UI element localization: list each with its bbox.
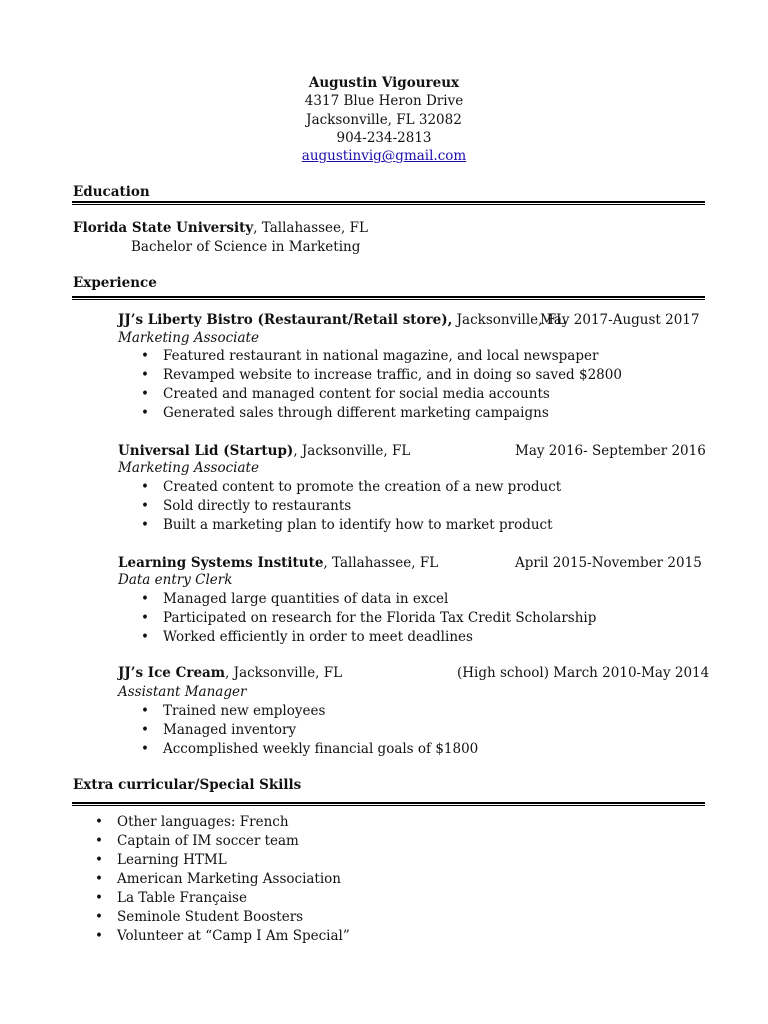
list-item: • Built a marketing plan to identify how to market product — [141, 516, 561, 535]
applicant-name: Augustin Vigoureux — [308, 75, 460, 91]
job-title: Assistant Manager — [118, 684, 247, 700]
job-bullets — [141, 702, 478, 759]
job-location: , Tallahassee, FL — [323, 555, 439, 571]
job-location: , Jacksonville, FL — [293, 443, 411, 459]
skills-rule — [72, 802, 705, 804]
email-link[interactable]: augustinvig@gmail.com — [301, 148, 467, 165]
skills-heading: Extra curricular/Special Skills — [73, 777, 302, 793]
list-item: • Captain of IM soccer team — [95, 832, 350, 851]
list-item: • Learning HTML — [95, 851, 350, 870]
education-school-line — [73, 220, 368, 236]
job-title: Marketing Associate — [118, 460, 259, 476]
job-org: Universal Lid (Startup) — [118, 443, 294, 459]
list-item: • Worked efficiently in order to meet deadlines — [141, 628, 596, 647]
list-item: • Managed inventory — [141, 721, 478, 740]
job-dates: May 2016- September 2016 — [515, 443, 706, 459]
list-item: • Created content to promote the creation of a new product — [141, 478, 561, 497]
job-dates: May 2017-August 2017 — [540, 312, 700, 328]
list-item: • Accomplished weekly financial goals of $1800 — [141, 740, 478, 759]
job-title: Data entry Clerk — [118, 572, 233, 588]
job-header — [118, 443, 410, 459]
list-item: • Created and managed content for social media accounts — [141, 385, 622, 404]
job-dates: (High school) March 2010-May 2014 — [457, 665, 710, 681]
job-bullets — [141, 590, 596, 647]
job-header — [118, 665, 342, 681]
city-line: Jacksonville, FL 32082 — [306, 111, 462, 128]
list-item: • Featured restaurant in national magazine, and local newspaper — [141, 347, 622, 366]
phone-number: 904-234-2813 — [336, 129, 432, 146]
job-location: Jacksonville, FL — [452, 312, 566, 328]
list-item: • Sold directly to restaurants — [141, 497, 561, 516]
list-item: • Volunteer at “Camp I Am Special” — [95, 927, 350, 946]
job-org: JJ’s Ice Cream — [118, 665, 226, 681]
contact-block — [0, 74, 768, 165]
address-line: 4317 Blue Heron Drive — [304, 93, 464, 110]
list-item: • Participated on research for the Florida Tax Credit Scholarship — [141, 609, 596, 628]
education-rule — [72, 201, 705, 203]
list-item: • Other languages: French — [95, 813, 350, 832]
school-location: , Tallahassee, FL — [253, 220, 368, 236]
skills-list — [95, 813, 350, 946]
education-heading: Education — [73, 184, 150, 200]
list-item: • American Marketing Association — [95, 870, 350, 889]
job-bullets — [141, 347, 622, 423]
list-item: • Generated sales through different marketing campaigns — [141, 404, 622, 423]
experience-rule — [72, 296, 705, 298]
list-item: • Seminole Student Boosters — [95, 908, 350, 927]
list-item: • La Table Française — [95, 889, 350, 908]
list-item: • Revamped website to increase traffic, and in doing so saved $2800 — [141, 366, 622, 385]
job-org: Learning Systems Institute — [118, 555, 324, 571]
school-name: Florida State University — [73, 220, 254, 236]
experience-heading: Experience — [73, 275, 157, 291]
job-location: , Jacksonville, FL — [225, 665, 343, 681]
job-header — [118, 555, 438, 571]
degree: Bachelor of Science in Marketing — [131, 239, 361, 255]
job-org: JJ’s Liberty Bistro (Restaurant/Retail store), — [118, 312, 453, 328]
job-dates: April 2015-November 2015 — [515, 555, 702, 571]
list-item: • Managed large quantities of data in excel — [141, 590, 596, 609]
list-item: • Trained new employees — [141, 702, 478, 721]
job-bullets — [141, 478, 561, 535]
job-header — [118, 312, 565, 328]
job-title: Marketing Associate — [118, 330, 259, 346]
